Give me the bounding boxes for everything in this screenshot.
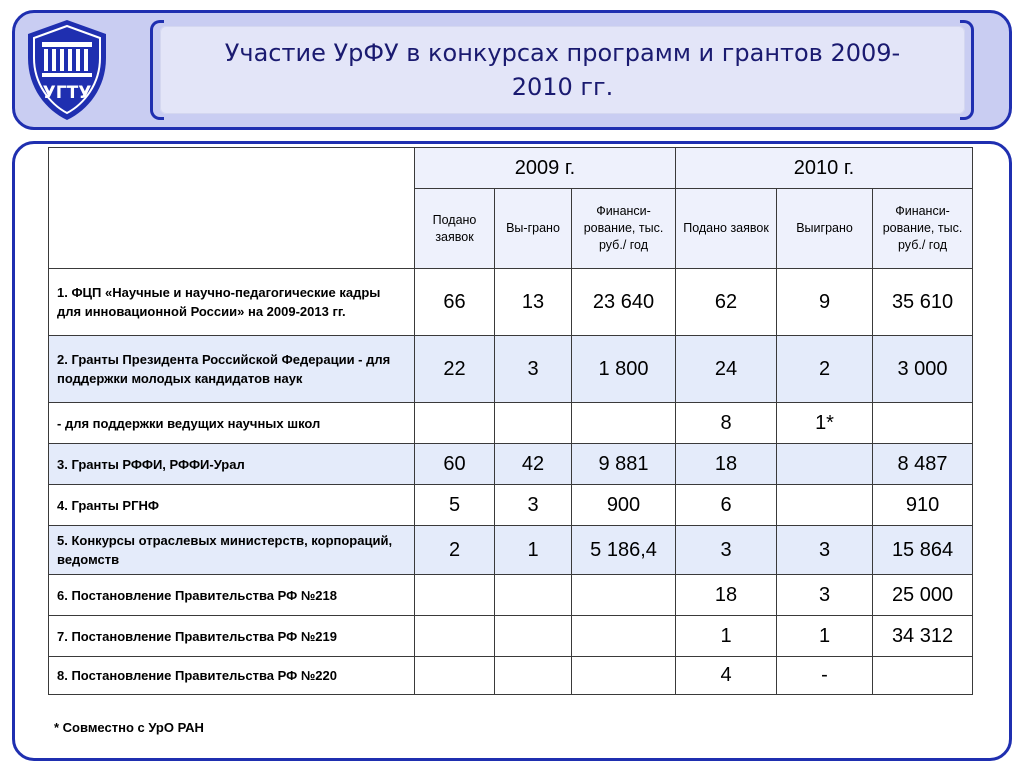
table-cell: 3 bbox=[495, 485, 572, 526]
table-row bbox=[49, 575, 973, 616]
table-cell: 1 bbox=[676, 616, 777, 657]
table-cell: 1* bbox=[777, 403, 873, 444]
table-cell: 9 881 bbox=[572, 444, 676, 485]
table-cell bbox=[572, 657, 676, 695]
table-cell bbox=[777, 444, 873, 485]
table-row bbox=[49, 336, 973, 403]
table-cell bbox=[415, 616, 495, 657]
table-cell bbox=[495, 403, 572, 444]
table-cell: 8 487 bbox=[873, 444, 973, 485]
title-bracket-right bbox=[960, 20, 974, 120]
table-cell: 13 bbox=[495, 269, 572, 336]
row-label: 3. Гранты РФФИ, РФФИ-Урал bbox=[49, 444, 415, 485]
subheader-submitted-2010: Подано заявок bbox=[676, 189, 777, 269]
subheader-funding-2009: Финанси-рование, тыс. руб./ год bbox=[572, 189, 676, 269]
table-row bbox=[49, 526, 973, 575]
table-cell: 3 bbox=[777, 575, 873, 616]
table-cell bbox=[495, 575, 572, 616]
table-cell: 9 bbox=[777, 269, 873, 336]
table-cell: 4 bbox=[676, 657, 777, 695]
table-cell: 34 312 bbox=[873, 616, 973, 657]
table-row bbox=[49, 485, 973, 526]
table-cell: 910 bbox=[873, 485, 973, 526]
table-cell bbox=[873, 657, 973, 695]
table-row bbox=[49, 403, 973, 444]
table-corner-cell bbox=[49, 148, 415, 269]
table-cell: 900 bbox=[572, 485, 676, 526]
table-cell: 18 bbox=[676, 575, 777, 616]
table-cell: 15 864 bbox=[873, 526, 973, 575]
table-cell: 60 bbox=[415, 444, 495, 485]
footnote: * Совместно с УрО РАН bbox=[54, 720, 204, 735]
table-cell bbox=[777, 485, 873, 526]
table-cell bbox=[415, 403, 495, 444]
table-cell: 35 610 bbox=[873, 269, 973, 336]
table-cell: 5 186,4 bbox=[572, 526, 676, 575]
table-cell bbox=[415, 575, 495, 616]
row-label: - для поддержки ведущих научных школ bbox=[49, 403, 415, 444]
row-label: 5. Конкурсы отраслевых министерств, корпораций, ведомств bbox=[49, 526, 415, 575]
table-cell: - bbox=[777, 657, 873, 695]
table-cell: 2 bbox=[777, 336, 873, 403]
table-cell: 25 000 bbox=[873, 575, 973, 616]
table-cell: 1 bbox=[777, 616, 873, 657]
table-row bbox=[49, 657, 973, 695]
title-box bbox=[160, 26, 965, 114]
table-row bbox=[49, 269, 973, 336]
row-label: 4. Гранты РГНФ bbox=[49, 485, 415, 526]
table-cell: 3 000 bbox=[873, 336, 973, 403]
table-cell: 42 bbox=[495, 444, 572, 485]
year-header-2010: 2010 г. bbox=[676, 148, 973, 189]
university-logo-icon bbox=[22, 18, 112, 122]
row-label: 8. Постановление Правительства РФ №220 bbox=[49, 657, 415, 695]
svg-text:УГТУ: УГТУ bbox=[42, 83, 92, 103]
row-label: 2. Гранты Президента Российской Федерации - для поддержки молодых кандидатов наук bbox=[49, 336, 415, 403]
table-cell: 22 bbox=[415, 336, 495, 403]
year-header-2009: 2009 г. bbox=[415, 148, 676, 189]
page-title: Участие УрФУ в конкурсах программ и грантов 2009-2010 гг. bbox=[224, 39, 901, 101]
subheader-funding-2010: Финанси-рование, тыс. руб./ год bbox=[873, 189, 973, 269]
subheader-won-2009: Вы-грано bbox=[495, 189, 572, 269]
row-label: 7. Постановление Правительства РФ №219 bbox=[49, 616, 415, 657]
row-label: 6. Постановление Правительства РФ №218 bbox=[49, 575, 415, 616]
table-cell: 5 bbox=[415, 485, 495, 526]
row-label: 1. ФЦП «Научные и научно-педагогические кадры для инновационной России» на 2009-2013 гг. bbox=[49, 269, 415, 336]
table-cell bbox=[572, 575, 676, 616]
table-cell: 3 bbox=[777, 526, 873, 575]
table-cell bbox=[495, 657, 572, 695]
subheader-won-2010: Выиграно bbox=[777, 189, 873, 269]
table-cell: 18 bbox=[676, 444, 777, 485]
table-cell: 1 800 bbox=[572, 336, 676, 403]
table-cell: 23 640 bbox=[572, 269, 676, 336]
subheader-submitted-2009: Подано заявок bbox=[415, 189, 495, 269]
table-cell: 66 bbox=[415, 269, 495, 336]
table-cell: 3 bbox=[676, 526, 777, 575]
table-cell bbox=[572, 403, 676, 444]
table-cell: 24 bbox=[676, 336, 777, 403]
table-cell: 8 bbox=[676, 403, 777, 444]
table-cell: 6 bbox=[676, 485, 777, 526]
table-cell: 2 bbox=[415, 526, 495, 575]
table-row bbox=[49, 616, 973, 657]
table-cell bbox=[873, 403, 973, 444]
table-cell bbox=[572, 616, 676, 657]
grants-table bbox=[48, 147, 973, 695]
table-row bbox=[49, 444, 973, 485]
table-cell: 3 bbox=[495, 336, 572, 403]
table-cell bbox=[495, 616, 572, 657]
table-cell bbox=[415, 657, 495, 695]
table-cell: 62 bbox=[676, 269, 777, 336]
table-cell: 1 bbox=[495, 526, 572, 575]
